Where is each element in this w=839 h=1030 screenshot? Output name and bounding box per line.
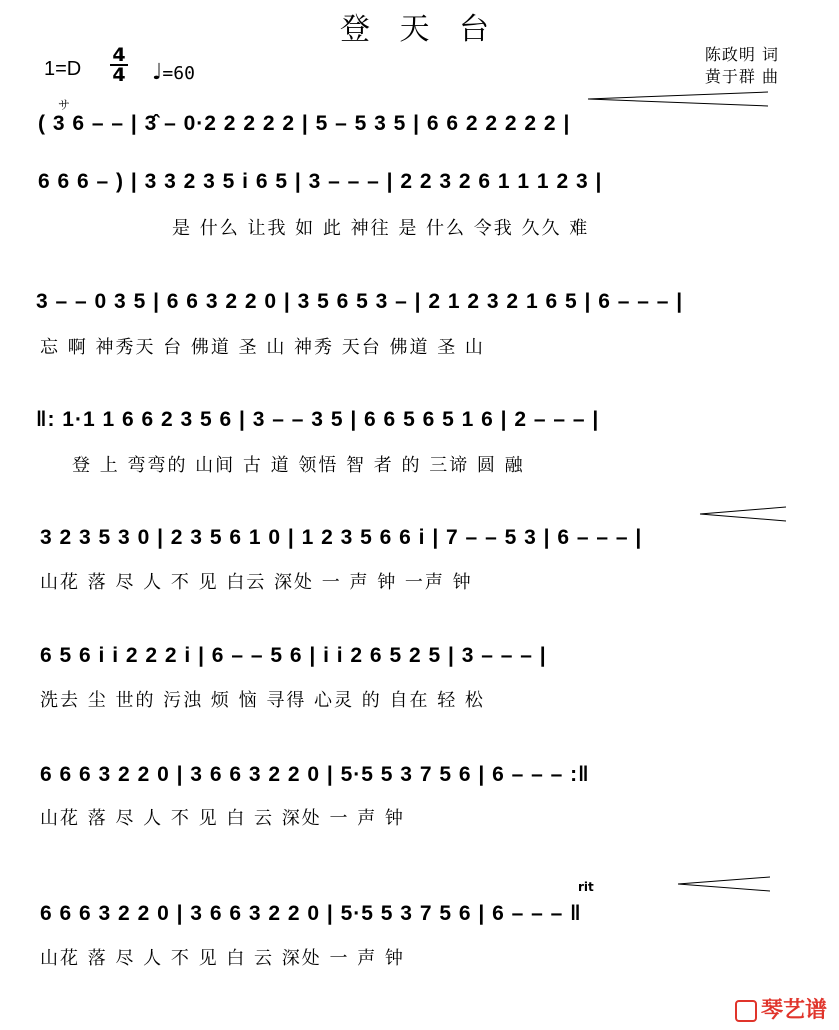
page-title: 登 天 台 bbox=[339, 12, 500, 47]
notation-row-2: 6 6 6 – ) | 3 3 2 3 5 i 6 5 | 3 – – – | 2 2 3 2 6 1 1 1 2 3 | bbox=[38, 170, 603, 193]
notation-row-4: ‖: 1·1 1 6 6 2 3 5 6 | 3 – – 3 5 | 6 6 5 6 5 1 6 | 2 – – – | bbox=[36, 408, 600, 431]
composer-credit: 黄于群 曲 bbox=[704, 67, 779, 86]
tempo-value: =60 bbox=[162, 63, 195, 84]
notation-row-7: 6 6 6 3 2 2 0 | 3 6 6 3 2 2 0 | 5·5 5 3 7 5 6 | 6 – – – :‖ bbox=[40, 763, 590, 786]
notation-row-6: 6 5 6 i i 2 2 2 i | 6 – – 5 6 | i i 2 6 5 2 5 | 3 – – – | bbox=[40, 644, 547, 667]
lyrics-row-3: 忘 啊 神秀天 台 佛道 圣 山 神秀 天台 佛道 圣 山 bbox=[40, 337, 485, 358]
decrescendo-hairpin-1 bbox=[700, 507, 786, 521]
key-signature: 1=D bbox=[44, 58, 82, 80]
notation-row-8: 6 6 6 3 2 2 0 | 3 6 6 3 2 2 0 | 5·5 5 3 7 5 6 | 6 – – – ‖ bbox=[40, 902, 582, 925]
notation-row-3: 3 – – 0 3 5 | 6 6 3 2 2 0 | 3 5 6 5 3 – | 2 1 2 3 2 1 6 5 | 6 – – – | bbox=[36, 290, 684, 313]
crescendo-hairpin-2 bbox=[678, 877, 770, 891]
ritardando-mark: rit bbox=[578, 880, 594, 894]
crescendo-hairpin-1 bbox=[588, 92, 768, 106]
notation-row-5: 3 2 3 5 3 0 | 2 3 5 6 1 0 | 1 2 3 5 6 6 i | 7 – – 5 3 | 6 – – – | bbox=[40, 526, 643, 549]
lyrics-row-5: 山花 落 尽 人 不 见 白云 深处 一 声 钟 一声 钟 bbox=[40, 572, 473, 593]
lyricist-credit: 陈政明 词 bbox=[704, 45, 779, 64]
notation-row-1: ( 3 6 – – | 3̂ – 0·2 2 2 2 2 | 5 – 5 3 5 | 6 6 2 2 2 2 2 | bbox=[38, 112, 571, 135]
quarter-note-icon: ♩ bbox=[152, 60, 163, 85]
tempo-marking bbox=[152, 60, 195, 85]
time-signature-top: 4 bbox=[112, 44, 126, 66]
lyrics-row-8: 山花 落 尽 人 不 见 白 云 深处 一 声 钟 bbox=[40, 948, 405, 969]
lyrics-row-2: 是 什么 让我 如 此 神往 是 什么 令我 久久 难 bbox=[172, 218, 590, 239]
time-signature bbox=[108, 46, 130, 84]
lyrics-row-4: 登 上 弯弯的 山间 古 道 领悟 智 者 的 三谛 圆 融 bbox=[72, 455, 525, 476]
lyrics-row-6: 洗去 尘 世的 污浊 烦 恼 寻得 心灵 的 自在 轻 松 bbox=[40, 690, 485, 711]
free-tempo-mark: サ bbox=[58, 98, 71, 112]
lyrics-row-7: 山花 落 尽 人 不 见 白 云 深处 一 声 钟 bbox=[40, 808, 405, 829]
watermark-text: 琴艺谱 bbox=[760, 998, 827, 1023]
time-signature-bottom: 4 bbox=[112, 64, 126, 86]
site-watermark bbox=[735, 993, 827, 1024]
logo-icon bbox=[735, 1000, 757, 1022]
